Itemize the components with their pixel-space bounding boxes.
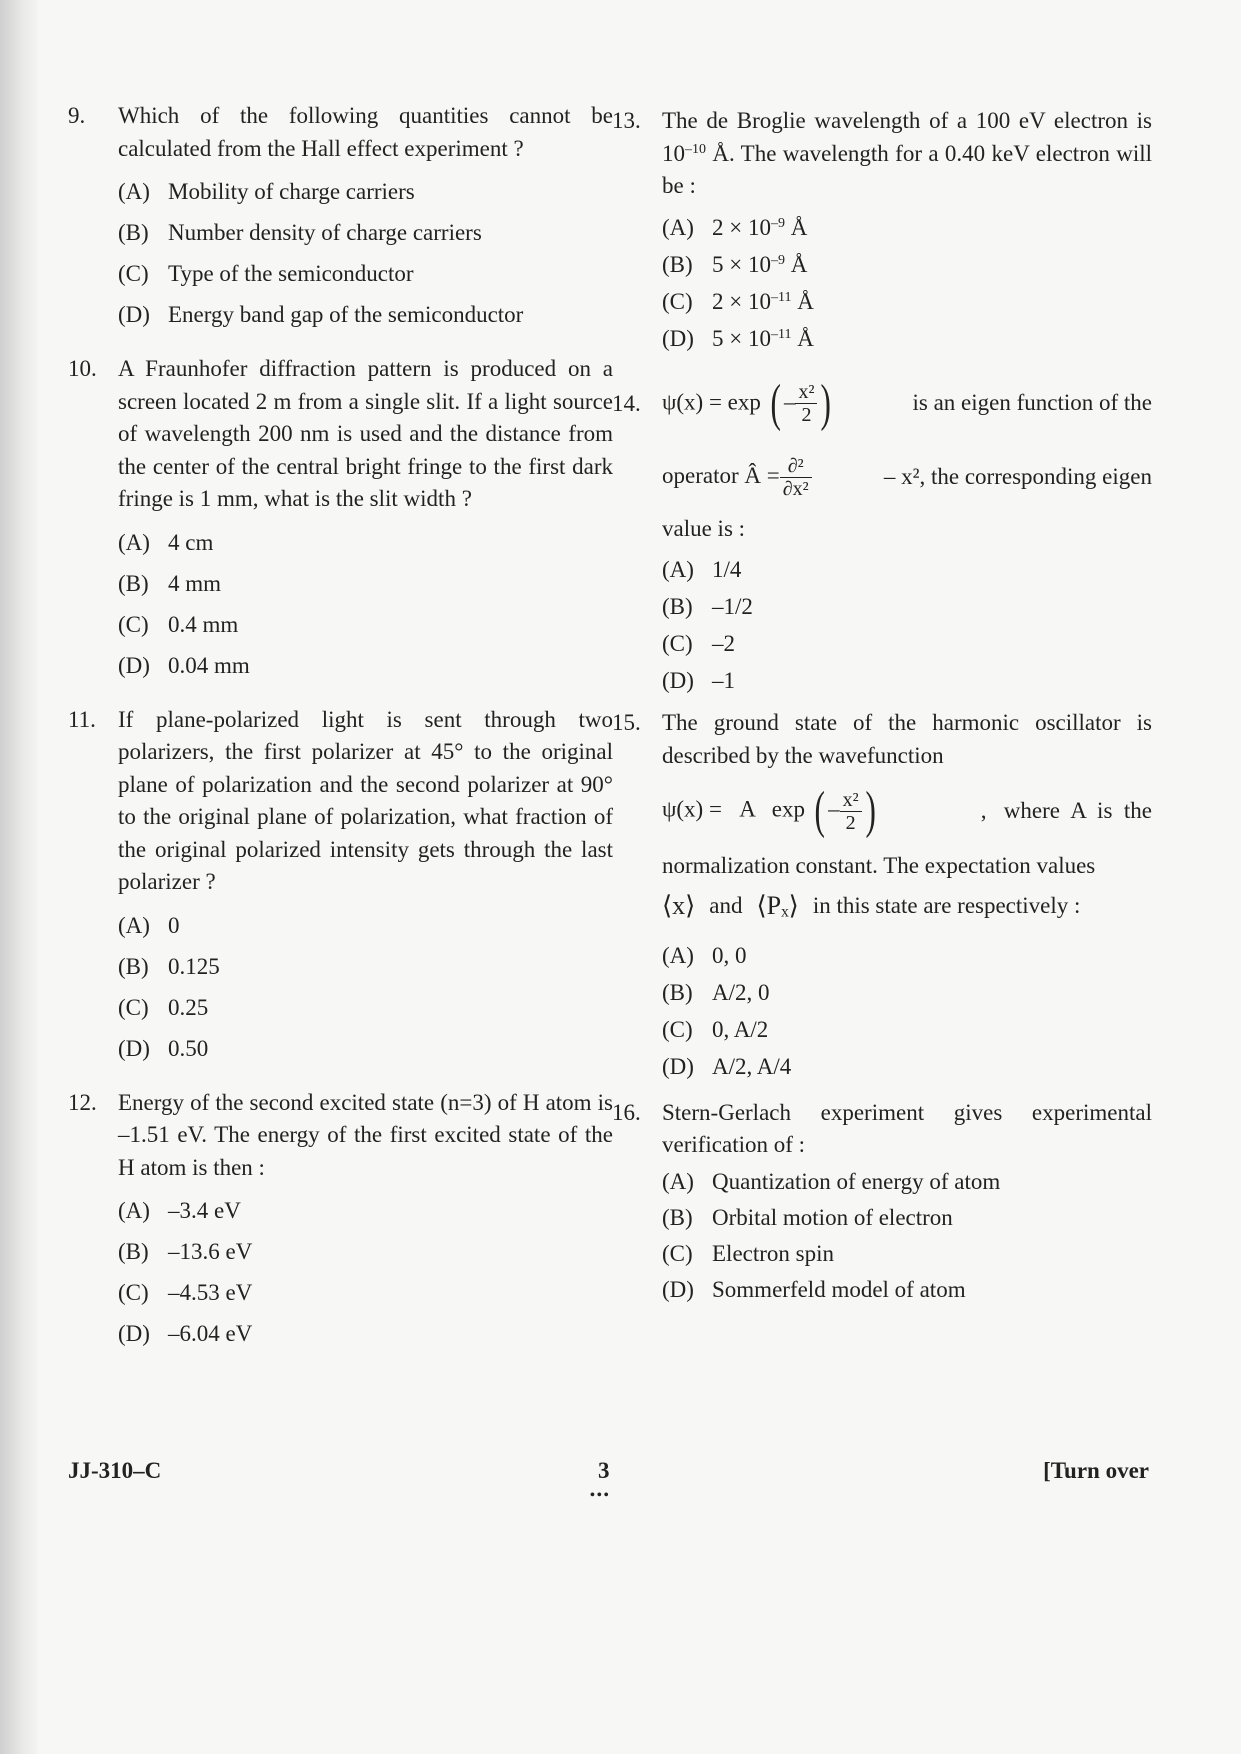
equation-lhs: ψ(x) = A exp ( – $\frac{\text{x²}}{2}$ ) — [662, 782, 876, 839]
right-paren: ) — [820, 374, 832, 432]
operator-expression: operator Â = $\frac{\text{∂²}}{\text{∂x²}}$ — [662, 455, 812, 500]
question-stem-continued: normalization constant. The expectation values — [662, 853, 1096, 878]
question-number: 13. — [612, 108, 641, 133]
options-list — [118, 522, 613, 686]
option-d: (D) $5 \times 10^{-11}$ Å — [662, 325, 814, 351]
option-a: (A) 0, 0 — [662, 942, 747, 968]
page-dots: ••• — [590, 1488, 611, 1503]
wavefunction-equation: ψ(x) = A exp ( – $\frac{\text{x²}}{2}$ ) , where A is the — [662, 782, 1152, 839]
option-b: (B) –13.6 eV — [118, 1239, 253, 1264]
fraction: $\frac{\text{x²}}{2}$ — [795, 381, 817, 426]
question-stem: A Fraunhofer diffraction pattern is produced on a screen located 2 m from a single slit. If a light source of wavelength 200 nm is used and the distance from the center of the central bright fringe to the first dark fringe is 1 mm, what is the slit width ? — [118, 356, 613, 511]
question-number: 15. — [612, 710, 641, 735]
option-c: (C) –2 — [662, 631, 735, 656]
option-c: (C) $2 \times 10^{-11}$ Å — [662, 288, 814, 314]
question-12 — [68, 1087, 613, 1355]
option-d: (D) –6.04 eV — [118, 1321, 253, 1346]
option-c: (C) 0.4 mm — [118, 611, 239, 637]
question-number: 10. — [68, 356, 97, 381]
right-column — [612, 105, 1152, 1308]
options-list — [662, 1164, 1152, 1308]
question-stem: Which of the following quantities cannot be calculated from the Hall effect experiment ? — [118, 103, 613, 161]
options-list — [662, 551, 1152, 699]
question-14 — [612, 365, 1152, 700]
turn-over-note: [Turn over — [1043, 1458, 1149, 1483]
question-10 — [68, 353, 613, 686]
question-number: 14. — [612, 390, 641, 416]
option-b: (B) $5 \times 10^{-9}$ Å — [662, 251, 808, 277]
option-d: (D) 0.50 — [118, 1035, 209, 1061]
question-stem: If plane-polarized light is sent through two polarizers, the first polarizer at 45° to the original plane of polarization and the second polarizer at 90° to the original plane of polarization, what fraction of the original polarized intensity gets through the last polarizer ? — [118, 706, 613, 894]
option-a: (A) 0 — [118, 912, 180, 938]
option-a: (A) 4 cm — [118, 529, 214, 555]
expectation-line: ⟨x⟩ and ⟨Pₓ⟩ in this state are respectively : — [662, 891, 1081, 921]
option-b: (B) Number density of charge carriers — [118, 220, 482, 245]
question-number: 12. — [68, 1089, 97, 1115]
option-d: (D) 0.04 mm — [118, 652, 250, 678]
option-d: (D) Energy band gap of the semiconductor — [118, 302, 524, 327]
option-a: (A) Quantization of energy of atom — [662, 1168, 1001, 1194]
option-d: (D) Sommerfeld model of atom — [662, 1276, 966, 1302]
option-a: (A) 1/4 — [662, 557, 742, 582]
scan-binding-edge — [0, 0, 38, 1754]
question-number: 11. — [68, 706, 96, 732]
option-d: (D) –1 — [662, 668, 735, 693]
wavefunction-equation: ψ(x) = exp ( – $\frac{\text{x²}}{2}$ ) is an eigen function of the — [662, 374, 1152, 432]
options-list — [118, 171, 613, 335]
options-list — [662, 937, 1152, 1085]
question-15 — [612, 707, 1152, 1085]
question-number: 9. — [68, 103, 86, 128]
question-stem: The ground state of the harmonic oscillator is described by the wavefunction — [662, 710, 1152, 768]
option-c: (C) Electron spin — [662, 1240, 834, 1266]
option-b: (B) 0.125 — [118, 953, 220, 979]
options-list — [662, 209, 1152, 357]
option-b: (B) 4 mm — [118, 570, 222, 596]
options-list — [118, 905, 613, 1069]
question-stem: The de Broglie wavelength of a 100 eV electron is $10^{-10}$ Å. The wavelength for a 0.40 keV electron will be : — [662, 108, 1152, 198]
fraction: $\frac{\text{x²}}{2}$ — [840, 789, 862, 834]
option-c: (C) 0, A/2 — [662, 1016, 769, 1042]
options-list — [118, 1190, 613, 1354]
option-a: (A) –3.4 eV — [118, 1198, 241, 1223]
question-number: 16. — [612, 1099, 641, 1125]
option-a: (A) $2 \times 10^{-9}$ Å — [662, 214, 808, 240]
question-13 — [612, 105, 1152, 357]
option-d: (D) A/2, A/4 — [662, 1053, 792, 1079]
option-b: (B) –1/2 — [662, 594, 753, 619]
question-16 — [612, 1097, 1152, 1308]
question-stem: Stern-Gerlach experiment gives experimental verification of : — [662, 1099, 1152, 1157]
question-stem: Energy of the second excited state (n=3) of H atom is –1.51 eV. The energy of the first excited state of the H atom is then : — [118, 1089, 613, 1180]
option-c: (C) Type of the semiconductor — [118, 261, 414, 286]
operator-equation: operator Â = $\frac{\text{∂²}}{\text{∂x²}}$ – x², the corresponding eigen — [662, 455, 1152, 500]
option-c: (C) –4.53 eV — [118, 1280, 253, 1305]
left-paren: ( — [814, 782, 825, 839]
option-c: (C) 0.25 — [118, 994, 209, 1020]
question-stem: value is : — [662, 515, 746, 541]
question-11 — [68, 704, 613, 1069]
question-9 — [68, 100, 613, 335]
right-paren: ) — [865, 782, 876, 839]
paper-code: JJ-310–C — [68, 1458, 162, 1483]
option-b: (B) Orbital motion of electron — [662, 1204, 953, 1230]
left-column — [68, 100, 613, 1354]
option-b: (B) A/2, 0 — [662, 979, 770, 1005]
option-a: (A) Mobility of charge carriers — [118, 179, 415, 204]
equation-lhs: ψ(x) = exp ( – $\frac{\text{x²}}{2}$ ) — [662, 374, 832, 432]
left-paren: ( — [770, 374, 781, 432]
page-number: 3 — [598, 1458, 610, 1483]
derivative-fraction: $\frac{\text{∂²}}{\text{∂x²}}$ — [780, 455, 812, 500]
